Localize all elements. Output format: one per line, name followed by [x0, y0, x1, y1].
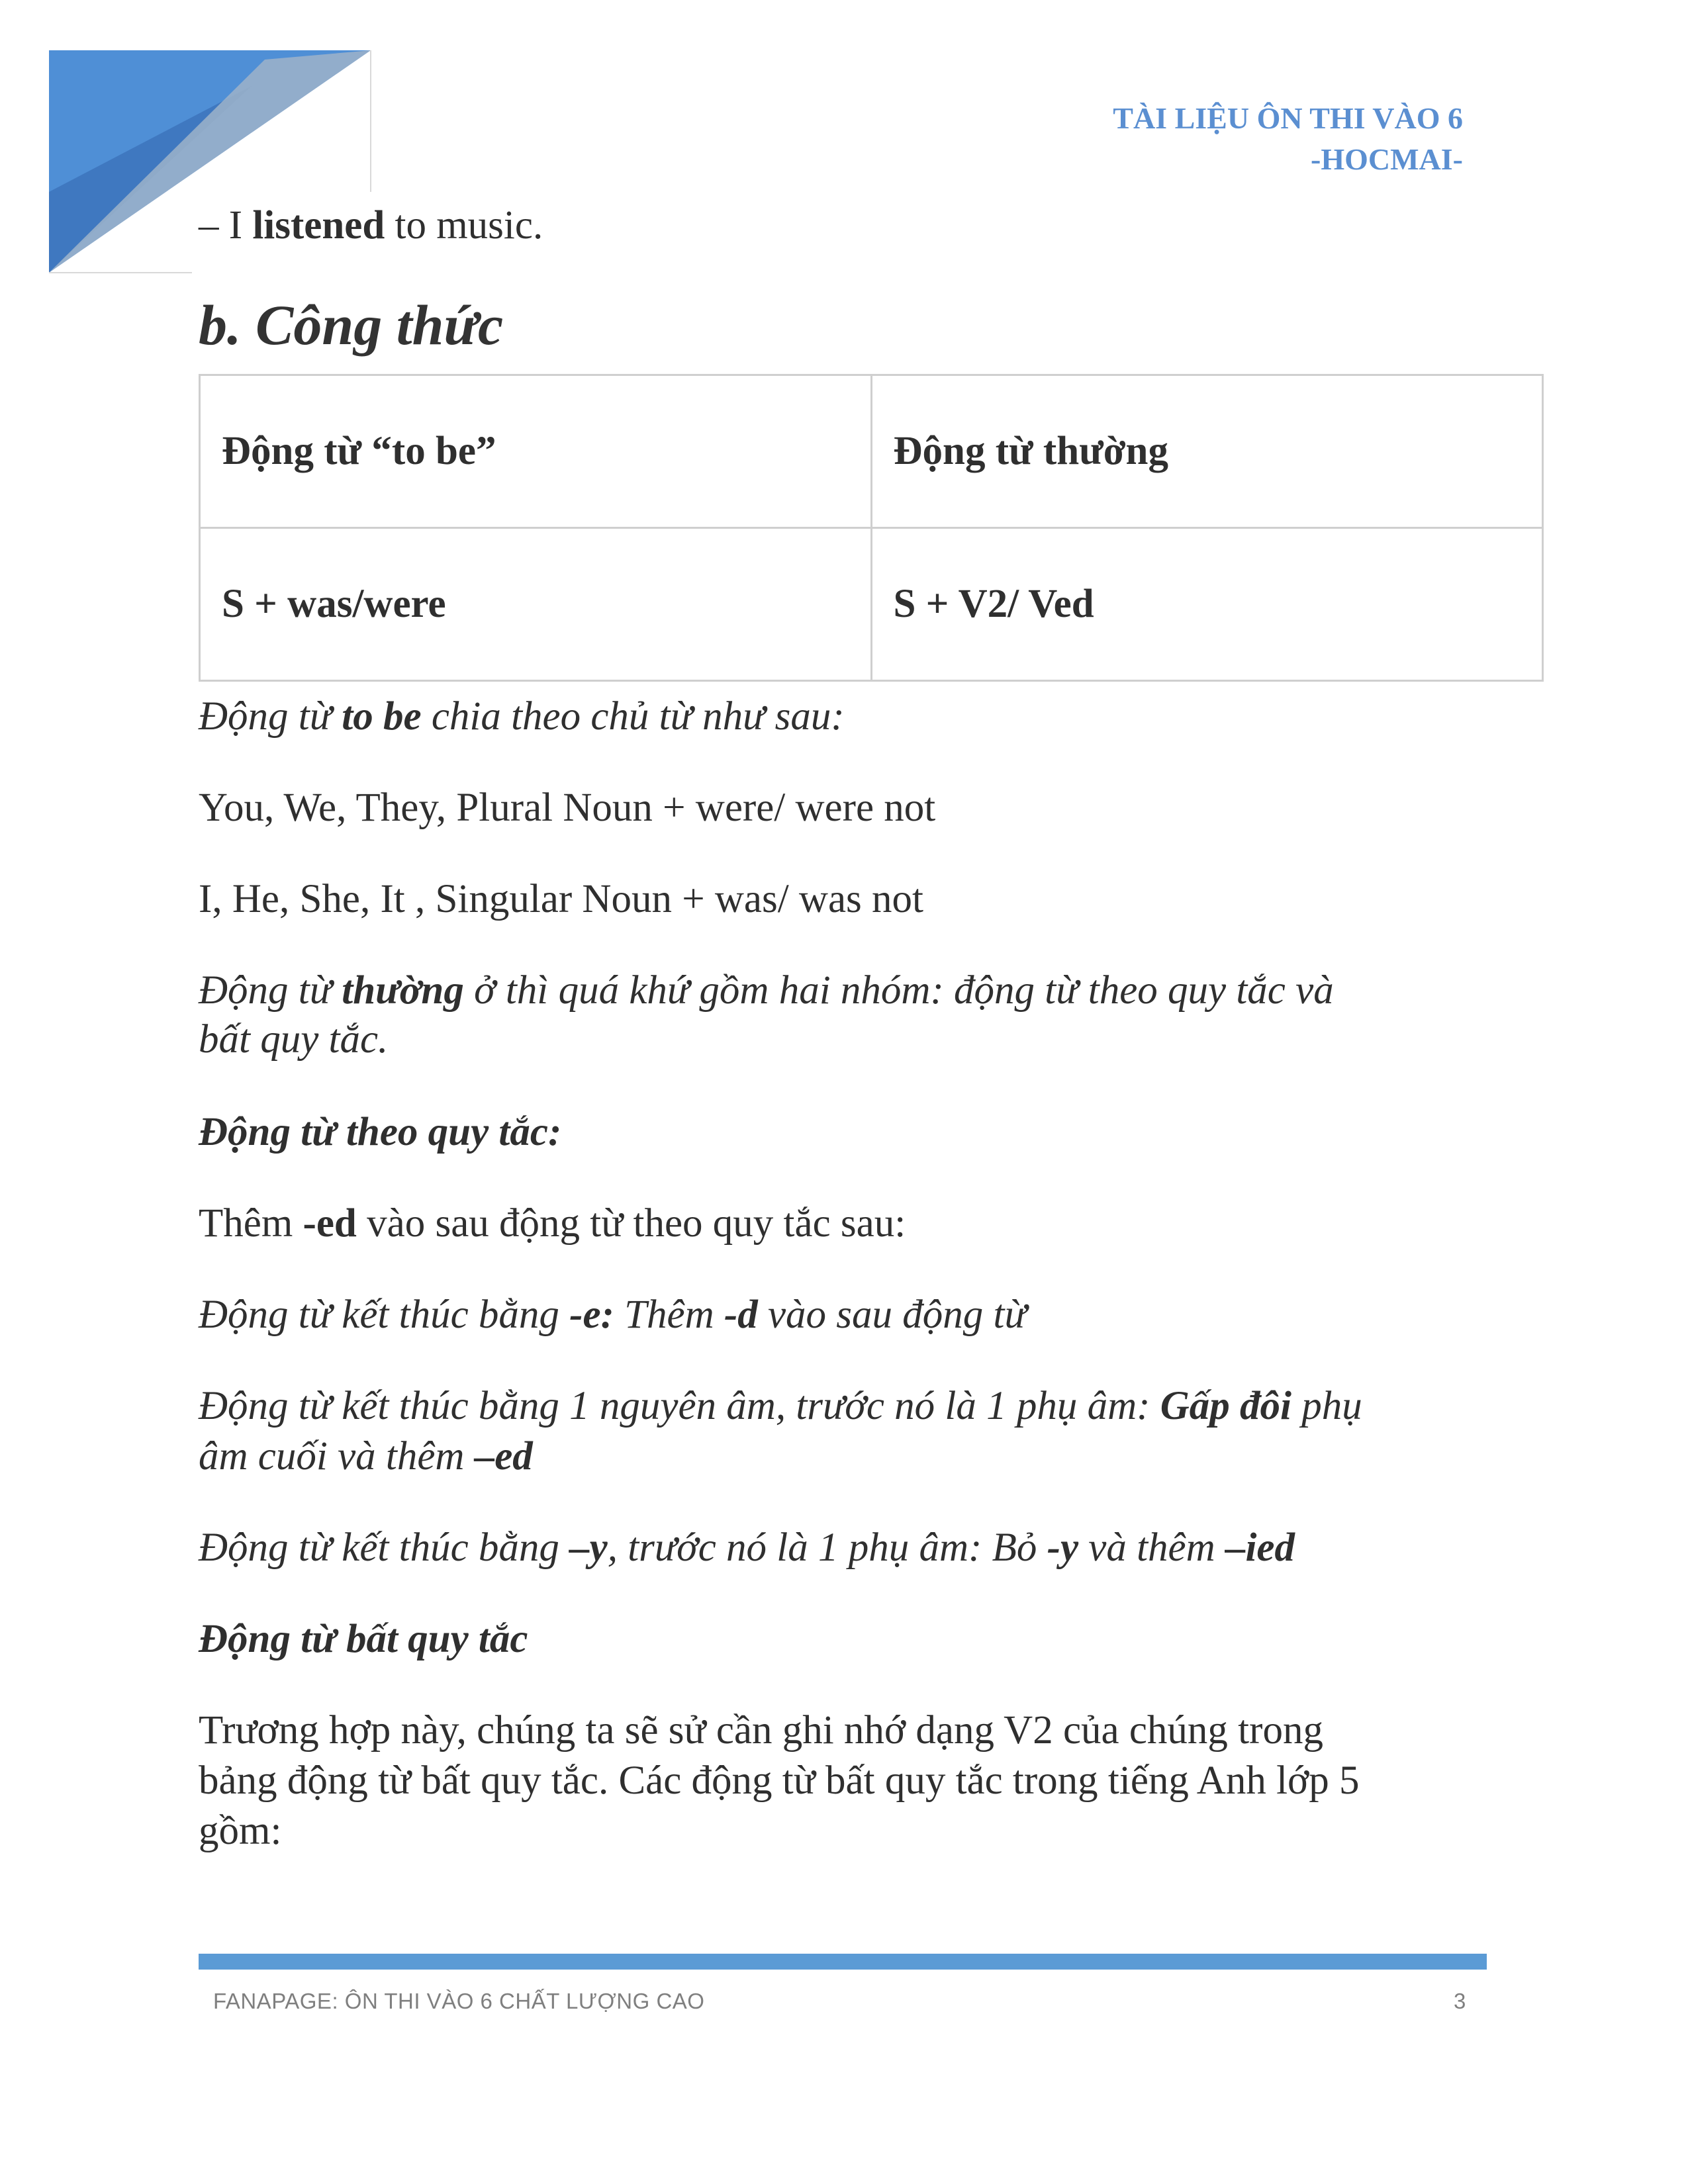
section-heading: b. Công thức	[199, 293, 504, 357]
rule-e-part: Thêm	[614, 1293, 724, 1337]
example-verb: listened	[252, 203, 385, 248]
irregular-heading: Động từ bất quy tắc	[199, 1617, 528, 1661]
rule-double-bold: Gấp đôi	[1160, 1384, 1291, 1428]
rule-e-bold: -d	[724, 1293, 758, 1337]
regular-heading: Động từ theo quy tắc:	[199, 1110, 562, 1154]
formula-table	[199, 374, 1544, 682]
rule-double-consonant	[199, 1381, 1496, 1432]
irregular-paragraph-line-1: Trương hợp này, chúng ta sẽ sử cần ghi nhớ dạng V2 của chúng trong	[199, 1708, 1323, 1752]
regular-intro-bold: thường	[342, 968, 464, 1013]
add-ed-rule	[199, 1198, 1496, 1250]
was-rule: I, He, She, It , Singular Noun + was/ was not	[199, 877, 923, 921]
rule-y-bold: –y	[569, 1525, 608, 1570]
tobe-intro-part: chia theo chủ từ như sau:	[421, 694, 845, 739]
example-sentence	[199, 200, 1496, 251]
rule-e-part: vào sau động từ	[757, 1293, 1027, 1337]
table-cell-tobe-header: Động từ “to be”	[200, 375, 872, 528]
rule-ending-y	[199, 1522, 1496, 1574]
regular-intro-part: Động từ	[199, 968, 342, 1013]
rule-double-part: âm cuối và thêm	[199, 1434, 475, 1479]
rule-y-part: và thêm	[1078, 1525, 1225, 1570]
were-rule: You, We, They, Plural Noun + were/ were not	[199, 786, 936, 830]
rule-y-bold: -y	[1047, 1525, 1079, 1570]
regular-intro	[199, 965, 1496, 1017]
rule-y-part: Động từ kết thúc bằng	[199, 1525, 570, 1570]
table-cell-regular-formula: S + V2/ Ved	[871, 528, 1543, 681]
rule-double-part: Động từ kết thúc bằng 1 nguyên âm, trước nó là 1 phụ âm:	[199, 1384, 1160, 1428]
table-cell-tobe-formula: S + was/were	[200, 528, 872, 681]
rule-double-bold: –ed	[474, 1434, 533, 1479]
regular-intro-part: ở thì quá khứ gồm hai nhóm: động từ theo quy tắc và	[463, 968, 1334, 1013]
table-cell-regular-header: Động từ thường	[871, 375, 1543, 528]
rule-e-part: Động từ kết thúc bằng	[199, 1293, 570, 1337]
table-row	[200, 375, 1543, 528]
rule-y-bold: –ied	[1225, 1525, 1295, 1570]
regular-intro-continued: bất quy tắc.	[199, 1017, 389, 1062]
footer-divider-bar	[199, 1954, 1487, 1970]
page-number: 3	[1454, 1989, 1466, 2013]
rule-ending-e	[199, 1289, 1496, 1341]
table-row	[200, 528, 1543, 681]
rule-y-part: , trước nó là 1 phụ âm: Bỏ	[607, 1525, 1047, 1570]
add-ed-part: vào sau động từ theo quy tắc sau:	[356, 1201, 906, 1246]
add-ed-bold: -ed	[303, 1201, 357, 1246]
irregular-paragraph-line-2: bảng động từ bất quy tắc. Các động từ bất quy tắc trong tiếng Anh lớp 5	[199, 1758, 1360, 1803]
rule-double-consonant-continued	[199, 1431, 1496, 1482]
tobe-intro-bold: to be	[342, 694, 422, 739]
irregular-paragraph-line-3: gồm:	[199, 1809, 282, 1853]
example-prefix: – I	[199, 203, 253, 248]
add-ed-part: Thêm	[199, 1201, 303, 1246]
page-header	[1113, 98, 1463, 180]
header-title: TÀI LIỆU ÔN THI VÀO 6	[1113, 101, 1463, 135]
tobe-intro	[199, 691, 1496, 743]
footer-text: FANAPAGE: ÔN THI VÀO 6 CHẤT LƯỢNG CAO	[213, 1989, 705, 2013]
header-subtitle: -HOCMAI-	[1311, 142, 1463, 176]
tobe-intro-part: Động từ	[199, 694, 342, 739]
example-suffix: to music.	[385, 203, 543, 248]
rule-double-part: phụ	[1291, 1384, 1362, 1428]
rule-e-bold: -e:	[569, 1293, 614, 1337]
